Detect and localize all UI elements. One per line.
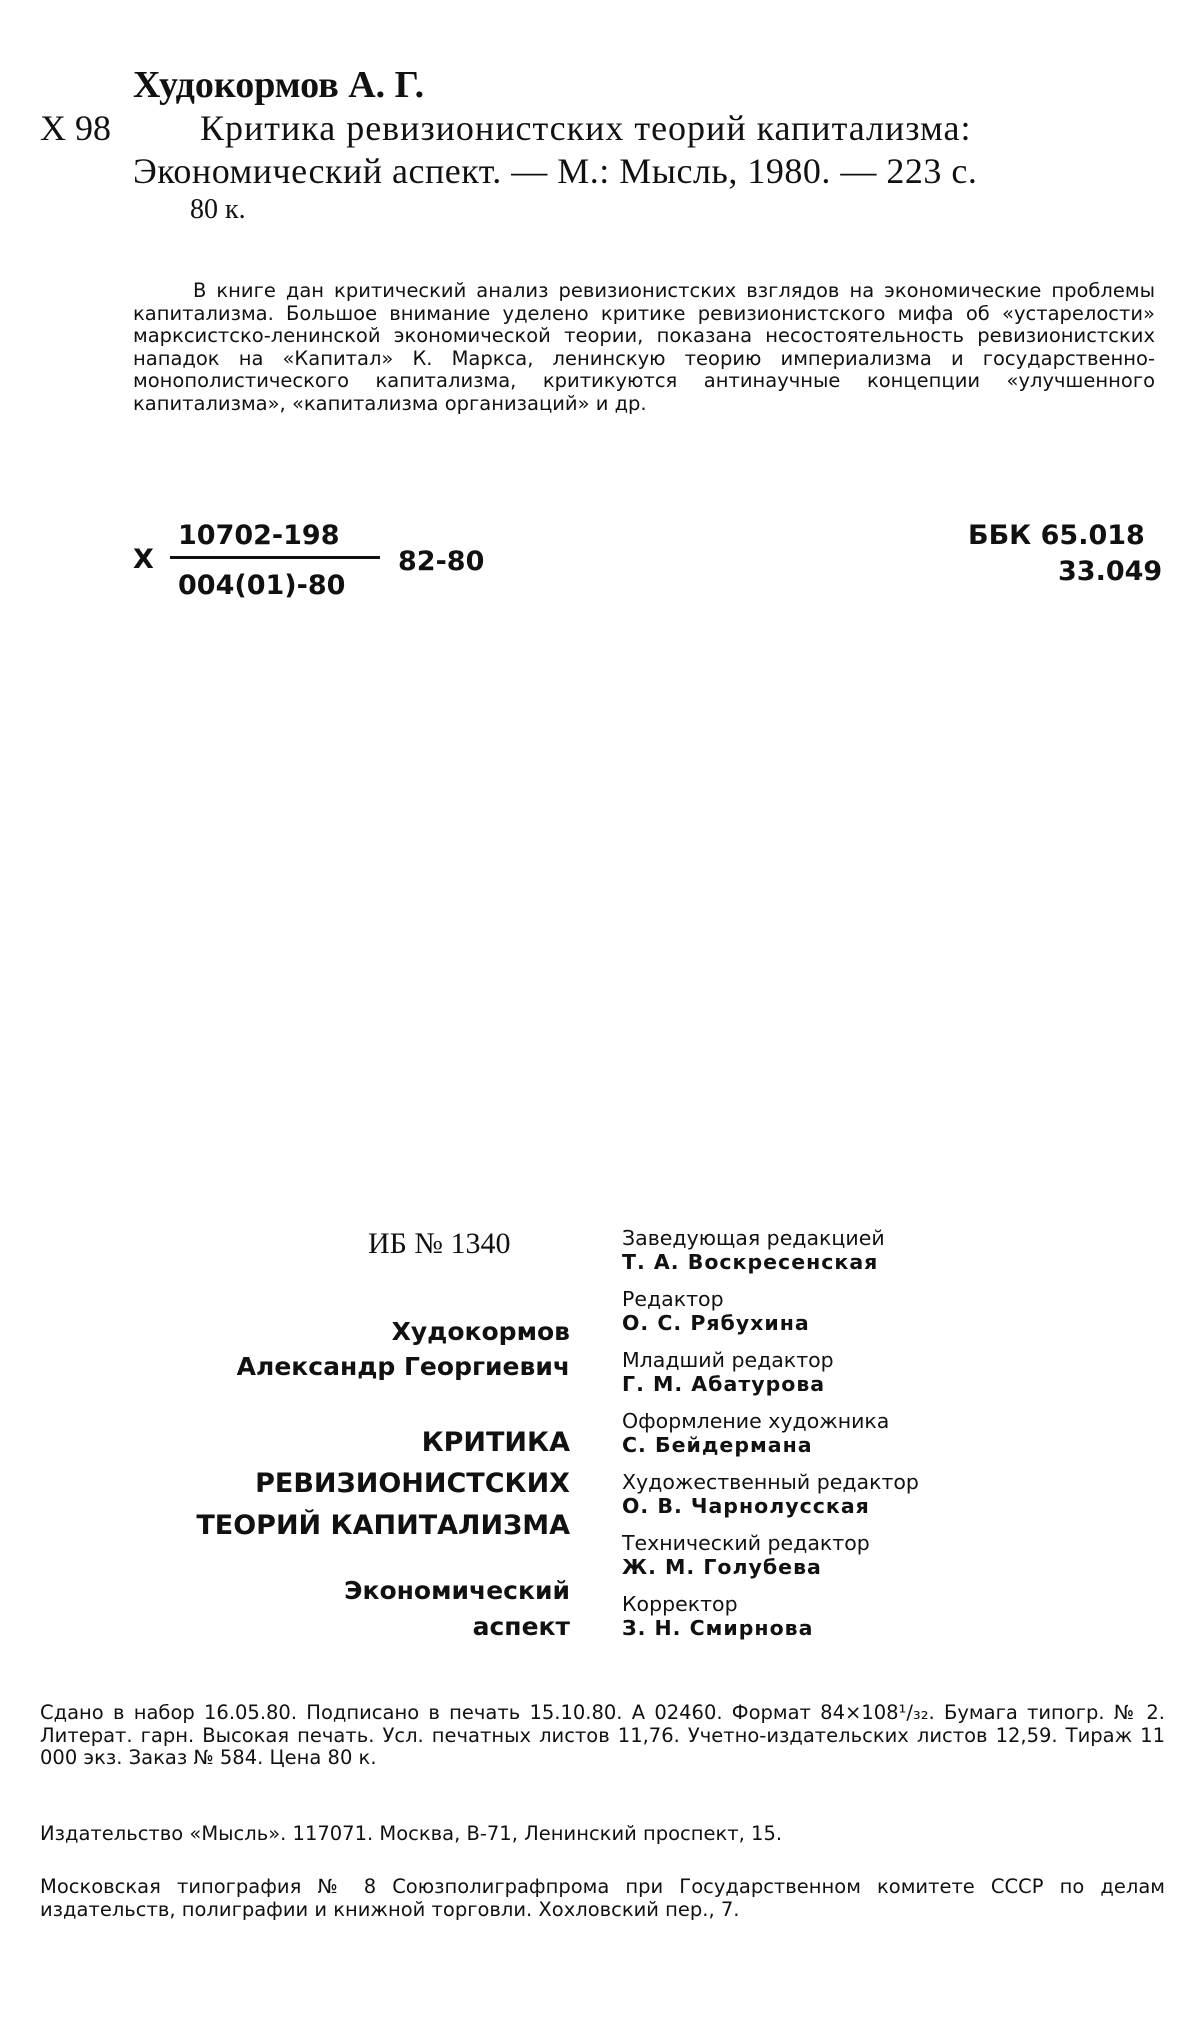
colophon-title-line-1: КРИТИКА bbox=[421, 1427, 570, 1458]
staff-role: Младший редактор bbox=[622, 1348, 834, 1372]
staff-name: З. Н. Смирнова bbox=[622, 1616, 814, 1640]
fraction-bar bbox=[170, 556, 380, 559]
staff-entry bbox=[622, 1226, 885, 1274]
colophon-author-first: Александр Георгиевич bbox=[236, 1352, 570, 1381]
bbk-code: ББК 65.018 bbox=[968, 520, 1145, 551]
print-details: Сдано в набор 16.05.80. Подписано в печать 15.10.80. А 02460. Формат 84×108¹/₃₂. Бумага типогр. № 2. Литерат. гарн. Высокая печать. Усл. печатных листов 11,76. Учетно-издательских листов 12,59. Тираж 11 000 экз. Заказ № 584. Цена 80 к. bbox=[40, 1701, 1165, 1769]
colophon-title-line-2: РЕВИЗИОНИСТСКИХ bbox=[255, 1468, 570, 1499]
catalog-letter: X bbox=[133, 544, 154, 575]
staff-entry bbox=[622, 1348, 834, 1396]
staff-role: Редактор bbox=[622, 1287, 724, 1311]
colophon-author-last: Худокормов bbox=[391, 1317, 570, 1346]
catalog-denominator: 004(01)-80 bbox=[178, 570, 346, 601]
publisher-address: Издательство «Мысль». 117071. Москва, В-71, Ленинский проспект, 15. bbox=[40, 1822, 783, 1845]
staff-entry bbox=[622, 1409, 889, 1457]
staff-role: Заведующая редакцией bbox=[622, 1226, 885, 1250]
staff-entry bbox=[622, 1470, 919, 1518]
printer-address: Московская типография № 8 Союзполиграфпрома при Государственном комитете СССР по делам издательств, полиграфии и книжной торговли. Хохловский пер., 7. bbox=[40, 1875, 1165, 1921]
abstract-paragraph: В книге дан критический анализ ревизионистских взглядов на экономические проблемы капитализма. Большое внимание уделено критике ревизионистского мифа об «устарелости» марксистско-ленинской экономической теории, показана несостоятельность ревизионистских нападок на «Капитал» К. Маркса, ленинскую теорию империализма и государственно-монополистического капитализма, критикуются антинаучные концепции «улучшенного капитализма», «капитализма организаций» и др. bbox=[133, 279, 1155, 415]
author-heading: Худокормов А. Г. bbox=[133, 64, 425, 106]
staff-entry bbox=[622, 1592, 813, 1640]
staff-name: Ж. М. Голубева bbox=[622, 1555, 822, 1579]
staff-role: Корректор bbox=[622, 1592, 738, 1616]
staff-entry bbox=[622, 1287, 810, 1335]
classification-code: X 98 bbox=[40, 108, 111, 148]
colophon-subtitle-line-2: аспект bbox=[472, 1612, 570, 1641]
staff-role: Оформление художника bbox=[622, 1409, 890, 1433]
colophon-title-line-3: ТЕОРИЙ КАПИТАЛИЗМА bbox=[196, 1510, 570, 1541]
staff-name: Г. М. Абатурова bbox=[622, 1372, 826, 1396]
ib-number: ИБ № 1340 bbox=[368, 1227, 511, 1260]
staff-role: Технический редактор bbox=[622, 1531, 870, 1555]
title-line-1: Критика ревизионистских теорий капитализма: bbox=[200, 108, 972, 148]
staff-role: Художественный редактор bbox=[622, 1470, 919, 1494]
staff-name: Т. А. Воскресенская bbox=[622, 1250, 879, 1274]
staff-name: О. В. Чарнолусская bbox=[622, 1494, 870, 1518]
staff-entry bbox=[622, 1531, 870, 1579]
catalog-suffix: 82-80 bbox=[398, 546, 485, 577]
catalog-numerator: 10702-198 bbox=[178, 520, 340, 551]
bbk-code-secondary: 33.049 bbox=[1058, 556, 1163, 587]
colophon-subtitle-line-1: Экономический bbox=[344, 1576, 570, 1605]
staff-name: О. С. Рябухина bbox=[622, 1311, 810, 1335]
price: 80 к. bbox=[190, 194, 246, 225]
title-line-2: Экономический аспект. — М.: Мысль, 1980. — 223 с. bbox=[133, 151, 978, 191]
staff-name: С. Бейдермана bbox=[622, 1433, 813, 1457]
